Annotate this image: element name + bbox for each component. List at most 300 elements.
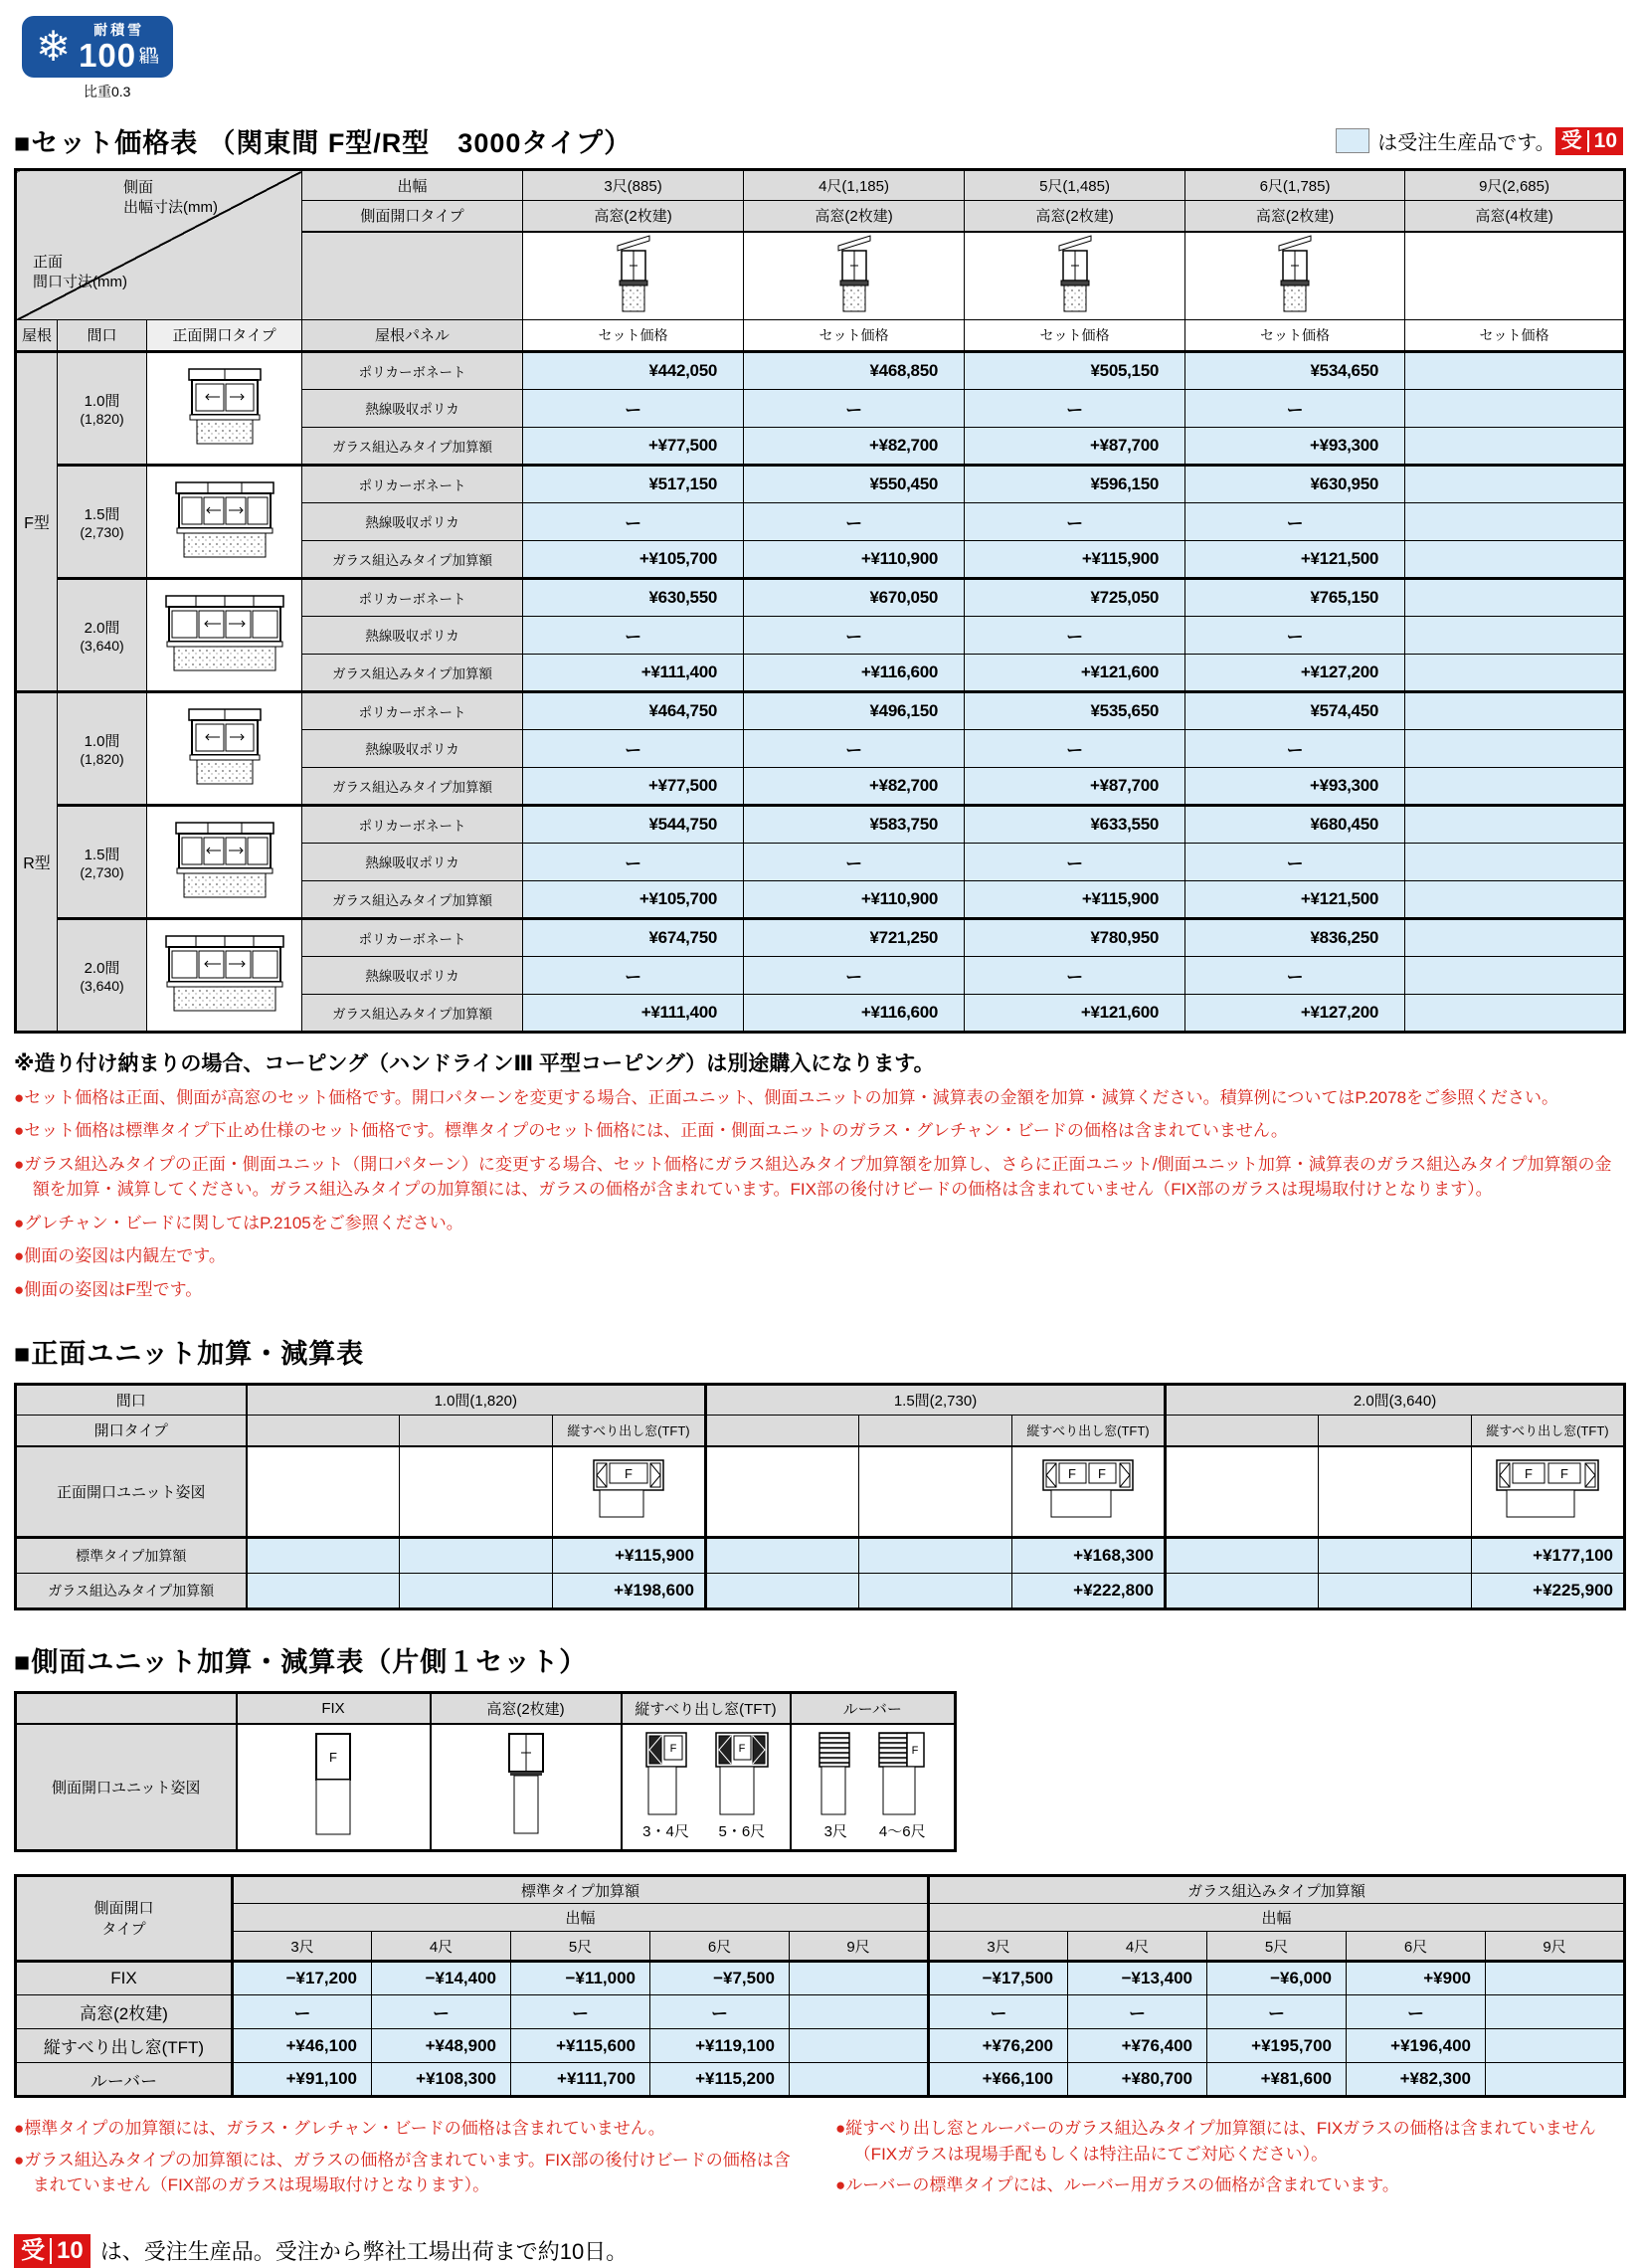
price-cell: +¥110,900	[744, 540, 965, 578]
column-header	[400, 1416, 553, 1446]
column-header: 出幅	[302, 170, 523, 201]
price-cell: +¥77,500	[523, 427, 744, 465]
snow-load-unit-sub: 相当	[139, 55, 160, 66]
row-label: 縦すべり出し窓(TFT)	[16, 2029, 233, 2063]
snow-load-badge-area	[22, 16, 1623, 101]
price-cell: +¥105,700	[523, 880, 744, 918]
price-cell	[1405, 389, 1625, 427]
roof-panel-label: ポリカーボネート	[302, 691, 523, 729]
price-cell: ー	[372, 1995, 511, 2029]
price-cell: ー	[744, 956, 965, 994]
price-cell	[1405, 880, 1625, 918]
figure-cell	[1319, 1446, 1472, 1538]
price-cell: ー	[965, 502, 1185, 540]
front-window-figure	[186, 366, 264, 446]
price-cell	[790, 1962, 929, 1995]
side-window-figure	[835, 233, 873, 314]
side-view-figure-cell	[1405, 232, 1625, 320]
column-header	[247, 1416, 400, 1446]
price-cell: +¥111,400	[523, 654, 744, 691]
side-view-figure-cell	[744, 232, 965, 320]
column-header: 5尺(1,485)	[965, 170, 1185, 201]
size-caption: 5・6尺	[718, 1823, 766, 1841]
side-window-figure	[1276, 233, 1314, 314]
price-cell: ¥496,150	[744, 691, 965, 729]
roof-type-label: R型	[16, 691, 58, 1032]
specific-gravity-note: 比重0.3	[84, 84, 131, 99]
coping-warning-note: ※造り付け納まりの場合、コーピング（ハンドラインⅢ 平型コーピング）は別途購入になります。	[14, 1051, 935, 1075]
tft-window-figure	[592, 1458, 665, 1520]
column-header	[859, 1416, 1012, 1446]
price-cell	[1405, 956, 1625, 994]
louver-figure-cell	[791, 1724, 956, 1851]
set-price-notes	[14, 1085, 1623, 1303]
price-cell: ¥633,550	[965, 805, 1185, 843]
price-cell: +¥105,700	[523, 540, 744, 578]
empty-header-cell	[16, 1693, 237, 1724]
column-header	[1319, 1416, 1472, 1446]
price-cell	[1166, 1538, 1319, 1574]
price-cell: ¥544,750	[523, 805, 744, 843]
high-window-figure	[508, 1733, 544, 1836]
row-label: 間口	[16, 1385, 247, 1416]
snow-load-label: 耐積雪	[93, 21, 145, 38]
price-cell: +¥48,900	[372, 2029, 511, 2063]
front-opening-figure-cell	[147, 691, 302, 805]
price-cell: +¥116,600	[744, 654, 965, 691]
price-cell: +¥121,500	[1185, 880, 1405, 918]
side-window-figure	[1056, 233, 1094, 314]
column-header: 5尺	[511, 1932, 650, 1962]
price-cell: ¥765,150	[1185, 578, 1405, 616]
order-production-badge: 受 10	[1555, 127, 1623, 155]
price-cell: ¥550,450	[744, 465, 965, 502]
maguchi-label: 1.0間 (1,820)	[58, 691, 147, 805]
set-price-header: セット価格	[1185, 319, 1405, 351]
price-cell: +¥110,900	[744, 880, 965, 918]
column-header	[1166, 1416, 1319, 1446]
set-price-header: セット価格	[744, 319, 965, 351]
section2-title: ■正面ユニット加算・減算表	[14, 1339, 365, 1369]
price-cell: ー	[965, 616, 1185, 654]
price-cell: ー	[744, 843, 965, 880]
roof-panel-label: ガラス組込みタイプ加算額	[302, 880, 523, 918]
maguchi-label: 1.0間 (1,820)	[58, 351, 147, 465]
snow-load-unit: cm	[139, 43, 157, 57]
price-cell: ¥680,450	[1185, 805, 1405, 843]
side-window-figure	[615, 233, 652, 314]
front-window-figure	[173, 479, 276, 559]
price-cell: +¥121,600	[965, 654, 1185, 691]
louver-4-6-figure	[878, 1732, 926, 1817]
price-cell: ー	[523, 843, 744, 880]
tft-window-figure	[1495, 1458, 1600, 1520]
column-header: 高窓(2枚建)	[523, 201, 744, 232]
price-cell: ー	[511, 1995, 650, 2029]
made-to-order-legend	[1336, 126, 1623, 155]
price-cell: ¥468,850	[744, 351, 965, 389]
column-header: 3尺	[233, 1932, 372, 1962]
price-cell	[1405, 540, 1625, 578]
price-cell: ¥630,550	[523, 578, 744, 616]
roof-panel-label: 熱線吸収ポリカ	[302, 729, 523, 767]
note-item: ●標準タイプの加算額には、ガラス・グレチャン・ビードの価格は含まれていません。	[14, 2119, 665, 2138]
legend-text: は受注生産品です。	[1377, 132, 1555, 154]
size-caption: 3・4尺	[642, 1823, 689, 1841]
louver-3-figure	[818, 1732, 852, 1817]
price-cell	[1486, 1995, 1625, 2029]
set-price-table	[14, 168, 1626, 1034]
column-header: 屋根パネル	[302, 319, 523, 351]
price-cell	[1405, 616, 1625, 654]
price-cell: −¥17,200	[233, 1962, 372, 1995]
roof-panel-label: ガラス組込みタイプ加算額	[302, 767, 523, 805]
price-cell: ー	[233, 1995, 372, 2029]
column-header: FIX	[237, 1693, 431, 1724]
price-cell: ¥505,150	[965, 351, 1185, 389]
price-cell: ー	[1185, 502, 1405, 540]
price-cell: +¥80,700	[1068, 2063, 1207, 2097]
price-cell	[1405, 994, 1625, 1032]
roof-panel-label: 熱線吸収ポリカ	[302, 616, 523, 654]
figure-cell	[1472, 1446, 1625, 1538]
price-cell: −¥17,500	[929, 1962, 1068, 1995]
column-header: 縦すべり出し窓(TFT)	[622, 1693, 791, 1724]
roof-panel-label: ポリカーボネート	[302, 578, 523, 616]
column-header: 5尺	[1207, 1932, 1347, 1962]
price-cell	[1405, 729, 1625, 767]
tft-5-6-figure	[715, 1732, 769, 1817]
tft-window-figure	[1041, 1458, 1135, 1520]
price-cell: ー	[744, 616, 965, 654]
price-cell: +¥115,900	[553, 1538, 706, 1574]
price-cell: ー	[523, 729, 744, 767]
snow-load-badge	[22, 16, 173, 78]
row-label: 開口タイプ	[16, 1416, 247, 1446]
column-header: 6尺	[1347, 1932, 1486, 1962]
price-cell: ¥596,150	[965, 465, 1185, 502]
price-cell	[1166, 1574, 1319, 1609]
price-cell: +¥127,200	[1185, 654, 1405, 691]
column-header: 4尺(1,185)	[744, 170, 965, 201]
column-header: 9尺	[1486, 1932, 1625, 1962]
column-header: 高窓(2枚建)	[1185, 201, 1405, 232]
price-cell: ー	[1185, 729, 1405, 767]
column-header: 6尺(1,785)	[1185, 170, 1405, 201]
price-cell	[1405, 805, 1625, 843]
price-cell: ¥583,750	[744, 805, 965, 843]
price-cell: ー	[744, 389, 965, 427]
group-header: 標準タイプ加算額	[233, 1876, 929, 1904]
roof-panel-label: ポリカーボネート	[302, 351, 523, 389]
roof-panel-label: 熱線吸収ポリカ	[302, 389, 523, 427]
section1-titlebar	[14, 121, 1623, 160]
price-cell: −¥13,400	[1068, 1962, 1207, 1995]
column-header: 縦すべり出し窓(TFT)	[553, 1416, 706, 1446]
price-cell: ¥674,750	[523, 918, 744, 956]
price-cell: ¥780,950	[965, 918, 1185, 956]
price-cell: ¥670,050	[744, 578, 965, 616]
section1-title: ■セット価格表 （関東間 F型/R型 3000タイプ）	[14, 128, 633, 158]
roof-panel-label: ポリカーボネート	[302, 918, 523, 956]
column-header: 屋根	[16, 319, 58, 351]
roof-panel-label: 熱線吸収ポリカ	[302, 502, 523, 540]
price-cell	[247, 1538, 400, 1574]
column-header: 間口	[58, 319, 147, 351]
price-cell: +¥46,100	[233, 2029, 372, 2063]
price-cell: +¥177,100	[1472, 1538, 1625, 1574]
price-cell: +¥76,200	[929, 2029, 1068, 2063]
price-cell: +¥195,700	[1207, 2029, 1347, 2063]
front-window-figure	[163, 933, 286, 1013]
price-cell: +¥111,700	[511, 2063, 650, 2097]
front-unit-adjust-table	[14, 1383, 1626, 1610]
price-cell: +¥198,600	[553, 1574, 706, 1609]
diagonal-corner-cell: 側面 出幅寸法(mm) 正面 間口寸法(mm)	[16, 170, 302, 320]
price-cell	[1319, 1574, 1472, 1609]
price-cell	[1405, 691, 1625, 729]
price-cell	[706, 1538, 859, 1574]
note-item: ●ガラス組込みタイプの加算額には、ガラスの価格が含まれています。FIX部の後付けビードの価格は含まれていません（FIX部のガラスは現場取付けとなります）。	[14, 2150, 791, 2194]
price-cell	[400, 1538, 553, 1574]
price-cell	[247, 1574, 400, 1609]
column-header: 9尺	[790, 1932, 929, 1962]
roof-panel-label: ガラス組込みタイプ加算額	[302, 427, 523, 465]
price-cell: +¥81,600	[1207, 2063, 1347, 2097]
roof-panel-label: ガラス組込みタイプ加算額	[302, 654, 523, 691]
price-cell: +¥91,100	[233, 2063, 372, 2097]
price-cell: −¥14,400	[372, 1962, 511, 1995]
price-cell: ー	[523, 956, 744, 994]
roof-panel-label: ガラス組込みタイプ加算額	[302, 994, 523, 1032]
price-cell: ー	[965, 729, 1185, 767]
price-cell: ー	[1207, 1995, 1347, 2029]
price-cell: ー	[965, 843, 1185, 880]
roof-panel-label: 熱線吸収ポリカ	[302, 956, 523, 994]
price-cell: +¥87,700	[965, 427, 1185, 465]
column-header: 1.5間(2,730)	[706, 1385, 1166, 1416]
svg-text:F: F	[1098, 1465, 1106, 1481]
price-cell	[1405, 767, 1625, 805]
fix-figure-cell	[237, 1724, 431, 1851]
column-header: 出幅	[929, 1904, 1625, 1932]
column-header: 側面開口タイプ	[302, 201, 523, 232]
roof-type-label: F型	[16, 351, 58, 691]
svg-text:F: F	[738, 1743, 746, 1756]
roof-panel-label: ポリカーボネート	[302, 805, 523, 843]
price-cell: +¥900	[1347, 1962, 1486, 1995]
side-unit-notes	[14, 2110, 1623, 2204]
set-price-header: セット価格	[965, 319, 1185, 351]
figure-cell	[1012, 1446, 1166, 1538]
tft-3-4-figure	[645, 1732, 687, 1817]
front-opening-figure-cell	[147, 351, 302, 465]
price-cell	[706, 1574, 859, 1609]
fix-window-figure	[315, 1733, 351, 1836]
price-cell: ー	[1185, 956, 1405, 994]
price-cell	[1405, 654, 1625, 691]
tft-figure-cell	[622, 1724, 791, 1851]
price-cell: +¥115,900	[965, 880, 1185, 918]
side-unit-figure-table	[14, 1691, 957, 1852]
price-cell	[790, 2063, 929, 2097]
roof-panel-label: 熱線吸収ポリカ	[302, 843, 523, 880]
price-cell: +¥225,900	[1472, 1574, 1625, 1609]
figure-cell	[706, 1446, 859, 1538]
price-cell	[1405, 465, 1625, 502]
svg-text:F: F	[669, 1743, 676, 1756]
price-cell: ー	[523, 616, 744, 654]
column-header: 6尺	[650, 1932, 790, 1962]
svg-text:F: F	[1560, 1465, 1568, 1481]
note-item: ●セット価格は標準タイプ下止め仕様のセット価格です。標準タイプのセット価格には、正面・側面ユニットのガラス・グレチャン・ビードの価格は含まれていません。	[14, 1121, 1288, 1140]
side-view-figure-cell	[965, 232, 1185, 320]
figure-cell	[859, 1446, 1012, 1538]
price-cell: +¥115,600	[511, 2029, 650, 2063]
price-cell	[400, 1574, 553, 1609]
price-cell	[1319, 1538, 1472, 1574]
price-cell	[859, 1538, 1012, 1574]
price-cell: +¥115,200	[650, 2063, 790, 2097]
price-cell: +¥119,100	[650, 2029, 790, 2063]
price-cell: +¥82,700	[744, 767, 965, 805]
price-cell: +¥66,100	[929, 2063, 1068, 2097]
price-cell: +¥111,400	[523, 994, 744, 1032]
size-caption: 4〜6尺	[878, 1823, 926, 1841]
row-label: 高窓(2枚建)	[16, 1995, 233, 2029]
front-window-figure	[163, 593, 286, 672]
note-item: ●側面の姿図は内観左です。	[14, 1246, 226, 1265]
column-header: 縦すべり出し窓(TFT)	[1012, 1416, 1166, 1446]
price-cell: ー	[523, 502, 744, 540]
side-view-figure-cell	[1185, 232, 1405, 320]
set-price-header: セット価格	[523, 319, 744, 351]
price-cell	[1405, 427, 1625, 465]
maguchi-label: 1.5間 (2,730)	[58, 805, 147, 918]
column-header	[706, 1416, 859, 1446]
section3-title: ■側面ユニット加算・減算表（片側１セット）	[14, 1647, 588, 1677]
price-cell: ー	[1068, 1995, 1207, 2029]
snowflake-icon: ❄	[35, 23, 72, 70]
price-cell: ー	[965, 389, 1185, 427]
price-cell: ¥442,050	[523, 351, 744, 389]
row-label: 正面開口ユニット姿図	[16, 1446, 247, 1538]
price-cell: ー	[650, 1995, 790, 2029]
size-caption: 3尺	[823, 1823, 847, 1841]
front-opening-figure-cell	[147, 918, 302, 1032]
price-cell	[1405, 578, 1625, 616]
price-cell: +¥116,600	[744, 994, 965, 1032]
price-cell: +¥87,700	[965, 767, 1185, 805]
figure-cell	[1166, 1446, 1319, 1538]
price-cell: ー	[1347, 1995, 1486, 2029]
svg-text:F: F	[625, 1465, 633, 1481]
maguchi-label: 2.0間 (3,640)	[58, 918, 147, 1032]
order-production-badge: 受 10	[14, 2234, 91, 2268]
price-cell: ー	[1185, 616, 1405, 654]
price-cell: ー	[744, 502, 965, 540]
price-cell: +¥108,300	[372, 2063, 511, 2097]
column-header: 高窓(2枚建)	[744, 201, 965, 232]
roof-panel-label: ガラス組込みタイプ加算額	[302, 540, 523, 578]
footer-text: は、受注生産品。受注から弊社工場出荷まで約10日。	[99, 2239, 629, 2264]
note-item: ●グレチャン・ビードに関してはP.2105をご参照ください。	[14, 1213, 463, 1232]
note-item: ●ルーバーの標準タイプには、ルーバー用ガラスの価格が含まれています。	[835, 2175, 1399, 2194]
column-header: 出幅	[233, 1904, 929, 1932]
price-cell: +¥82,300	[1347, 2063, 1486, 2097]
price-cell: +¥115,900	[965, 540, 1185, 578]
row-label: ガラス組込みタイプ加算額	[16, 1574, 247, 1609]
column-header: 1.0間(1,820)	[247, 1385, 706, 1416]
note-item: ●ガラス組込みタイプの正面・側面ユニット（開口パターン）に変更する場合、セット価格にガラス組込みタイプ加算額を加算し、さらに正面ユニット/側面ユニット加算・減算表のガラス組込みタイプ加算額の金額を加算・減算してください。ガラス組込みタイプの加算額には、ガラスの価格が含まれています。FIX部の後付けビードの価格は含まれていません（FIX部のガラスは現場取付けとなります）。	[14, 1154, 1612, 1199]
price-cell	[1405, 351, 1625, 389]
price-cell: +¥82,700	[744, 427, 965, 465]
price-cell: ¥574,450	[1185, 691, 1405, 729]
price-cell: ¥630,950	[1185, 465, 1405, 502]
snow-load-value: 100	[79, 36, 137, 74]
price-cell	[1486, 1962, 1625, 1995]
price-cell: −¥11,000	[511, 1962, 650, 1995]
price-cell: +¥121,600	[965, 994, 1185, 1032]
note-item: ●縦すべり出し窓とルーバーのガラス組込みタイプ加算額には、FIXガラスの価格は含まれていません（FIXガラスは現場手配もしくは特注品にてご対応ください）。	[835, 2119, 1596, 2164]
price-cell: ¥725,050	[965, 578, 1185, 616]
price-cell: +¥77,500	[523, 767, 744, 805]
row-label: 側面開口ユニット姿図	[16, 1724, 237, 1851]
set-price-header: セット価格	[1405, 319, 1625, 351]
price-cell: ー	[744, 729, 965, 767]
price-cell: ー	[1185, 843, 1405, 880]
price-cell	[1486, 2063, 1625, 2097]
svg-text:F: F	[1068, 1465, 1076, 1481]
price-cell: +¥93,300	[1185, 427, 1405, 465]
column-header: 9尺(2,685)	[1405, 170, 1625, 201]
price-cell: +¥222,800	[1012, 1574, 1166, 1609]
svg-text:F: F	[911, 1745, 919, 1758]
front-opening-figure-cell	[147, 465, 302, 578]
price-cell: ¥836,250	[1185, 918, 1405, 956]
price-cell: −¥7,500	[650, 1962, 790, 1995]
svg-text:F: F	[329, 1749, 337, 1765]
corner-label: 側面開口 タイプ	[16, 1876, 233, 1962]
column-header: 3尺	[929, 1932, 1068, 1962]
row-label: 標準タイプ加算額	[16, 1538, 247, 1574]
figure-cell	[247, 1446, 400, 1538]
row-label: FIX	[16, 1962, 233, 1995]
note-item: ●セット価格は正面、側面が高窓のセット価格です。開口パターンを変更する場合、正面ユニット、側面ユニットの加算・減算表の金額を加算・減算ください。積算例についてはP.2078をご参照ください。	[14, 1087, 1559, 1107]
side-view-figure-cell	[523, 232, 744, 320]
price-cell: ¥721,250	[744, 918, 965, 956]
price-cell: ¥535,650	[965, 691, 1185, 729]
price-cell: +¥127,200	[1185, 994, 1405, 1032]
column-header: 高窓(2枚建)	[431, 1693, 622, 1724]
figure-cell	[553, 1446, 706, 1538]
price-cell	[859, 1574, 1012, 1609]
takamado-figure-cell	[431, 1724, 622, 1851]
roof-panel-label: ポリカーボネート	[302, 465, 523, 502]
price-cell: +¥196,400	[1347, 2029, 1486, 2063]
price-cell: ー	[929, 1995, 1068, 2029]
price-cell	[790, 1995, 929, 2029]
light-blue-legend-swatch	[1336, 128, 1369, 153]
price-cell	[1405, 918, 1625, 956]
column-header: 縦すべり出し窓(TFT)	[1472, 1416, 1625, 1446]
column-header: 4尺	[372, 1932, 511, 1962]
note-item: ●側面の姿図はF型です。	[14, 1279, 203, 1299]
price-cell	[1486, 2029, 1625, 2063]
title-marker: ■	[14, 128, 32, 158]
empty-header-cell	[302, 232, 523, 320]
maguchi-label: 2.0間 (3,640)	[58, 578, 147, 691]
